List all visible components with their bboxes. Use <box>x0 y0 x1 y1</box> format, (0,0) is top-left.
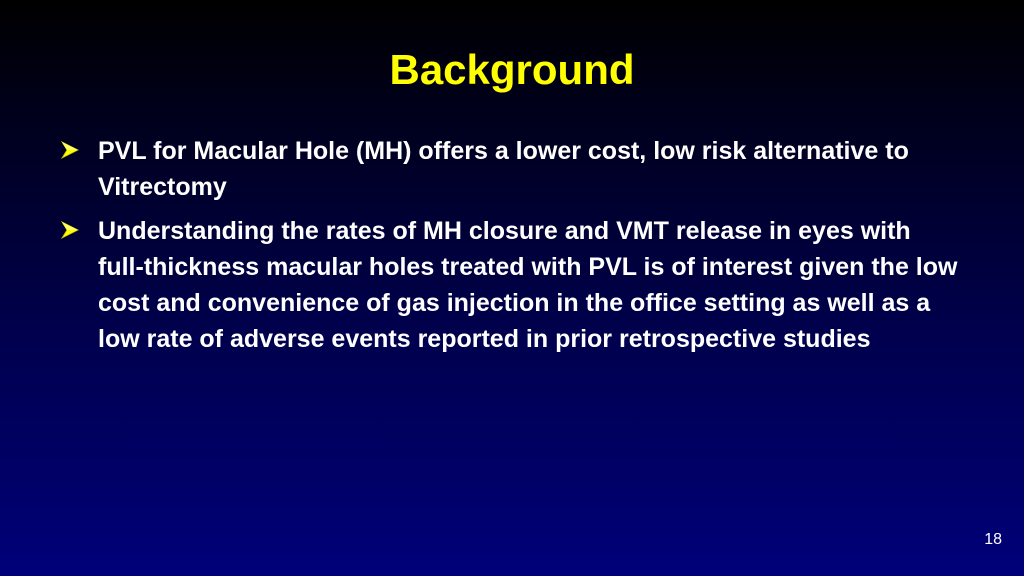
arrowhead-bullet-icon <box>60 140 80 160</box>
bullet-text: Understanding the rates of MH closure and VMT release in eyes with full-thickness macular holes treated with PVL is of interest given the low cost and convenience of gas injection in the office setting as well as a low rate of adverse events reported in prior retrospective studies <box>98 217 958 353</box>
slide-title: Background <box>389 46 635 93</box>
bullet-item <box>60 133 960 205</box>
bullet-text: PVL for Macular Hole (MH) offers a lower cost, low risk alternative to Vitrectomy <box>98 137 909 201</box>
arrowhead-bullet-icon <box>60 220 80 240</box>
page-number: 18 <box>984 531 1002 548</box>
bullet-item <box>60 213 960 357</box>
bullet-list <box>60 133 960 365</box>
